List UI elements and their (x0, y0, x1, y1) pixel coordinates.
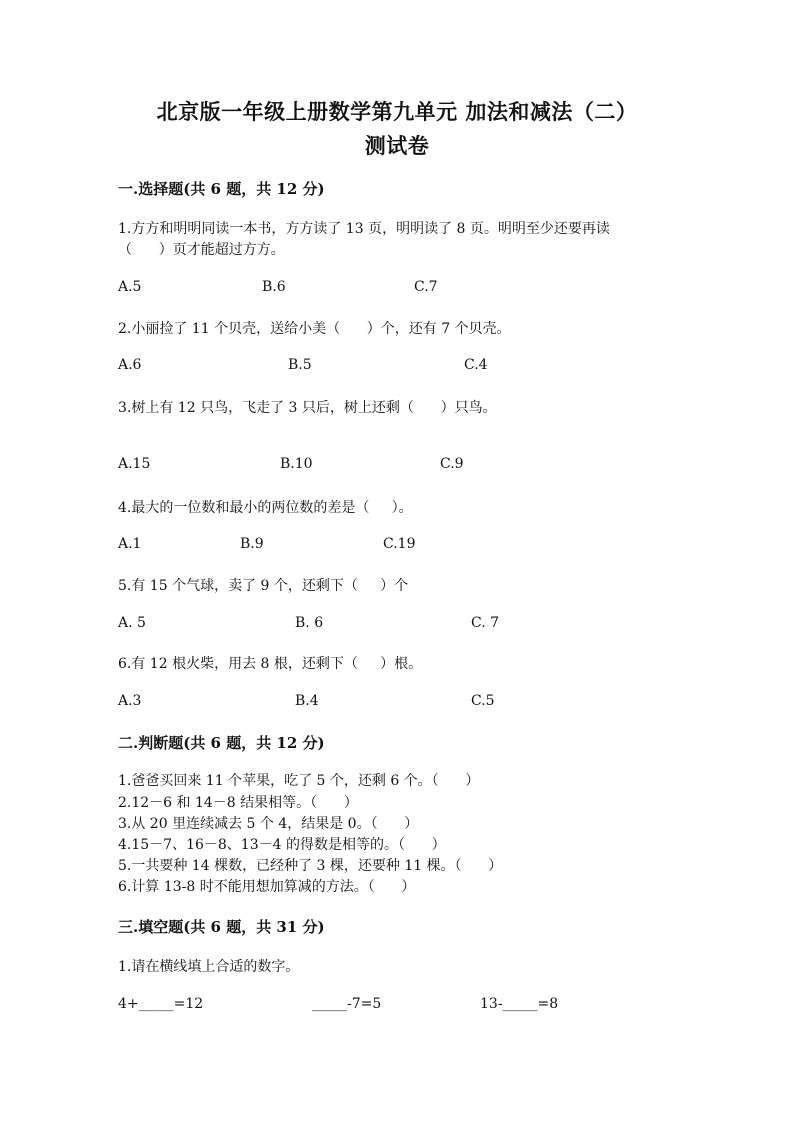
question-6-option-c: C.5 (471, 693, 495, 709)
question-1-text-cont: （ ）页才能超过方方。 (118, 242, 285, 258)
fill-question-1-text: 1.请在横线填上合适的数字。 (118, 959, 300, 975)
question-4-option-b: B.9 (240, 536, 264, 552)
question-2-text: 2.小丽捡了 11 个贝壳，送给小美（ ）个，还有 7 个贝壳。 (118, 321, 511, 337)
question-1-text: 1.方方和明明同读一本书，方方读了 13 页，明明读了 8 页。明明至少还要再读 (118, 221, 610, 237)
question-4-option-a: A.1 (118, 536, 142, 552)
question-4-option-c: C.19 (383, 536, 416, 552)
question-5-option-a: A. 5 (118, 615, 146, 631)
judge-item-1: 1.爸爸买回来 11 个苹果，吃了 5 个，还剩 6 个。（ ） (118, 773, 480, 789)
question-6-option-b: B.4 (295, 693, 319, 709)
fill-blank-3: 13-_____=8 (480, 996, 559, 1012)
judge-item-5: 5.一共要种 14 棵数，已经种了 3 棵，还要种 11 棵。（ ） (118, 858, 503, 874)
question-4-text: 4.最大的一位数和最小的两位数的差是（ ）。 (118, 500, 413, 516)
section-heading-choice: 一.选择题(共 6 题，共 12 分) (118, 180, 325, 198)
page-title-line-2: 测试卷 (364, 133, 430, 158)
question-1-option-a: A.5 (118, 279, 142, 295)
question-3-option-a: A.15 (118, 456, 151, 472)
question-3-option-b: B.10 (280, 456, 313, 472)
question-2-option-b: B.5 (288, 357, 312, 373)
judge-item-2: 2.12－6 和 14－8 结果相等。（ ） (118, 795, 358, 811)
question-6-option-a: A.3 (118, 693, 142, 709)
fill-blank-2: _____-7=5 (312, 996, 382, 1012)
question-3-option-c: C.9 (440, 456, 464, 472)
fill-blank-1: 4+_____=12 (118, 996, 204, 1012)
judge-item-6: 6.计算 13-8 时不能用想加算减的方法。（ ） (118, 879, 416, 895)
question-2-option-a: A.6 (118, 357, 142, 373)
question-2-option-c: C.4 (464, 357, 488, 373)
section-heading-fill: 三.填空题(共 6 题，共 31 分) (118, 918, 325, 936)
question-5-text: 5.有 15 个气球，卖了 9 个，还剩下（ ）个 (118, 578, 409, 594)
judge-item-3: 3.从 20 里连续减去 5 个 4，结果是 0。（ ） (118, 816, 419, 832)
question-1-option-c: C.7 (414, 279, 438, 295)
question-5-option-c: C. 7 (471, 615, 500, 631)
section-heading-judge: 二.判断题(共 6 题，共 12 分) (118, 734, 325, 752)
question-5-option-b: B. 6 (295, 615, 324, 631)
page-title-line-1: 北京版一年级上册数学第九单元 加法和减法（二） (156, 99, 638, 124)
question-6-text: 6.有 12 根火柴，用去 8 根，还剩下（ ）根。 (118, 656, 423, 672)
question-1-option-b: B.6 (262, 279, 286, 295)
question-3-text: 3.树上有 12 只鸟，飞走了 3 只后，树上还剩（ ）只鸟。 (118, 400, 497, 416)
judge-item-4: 4.15－7、16－8、13－4 的得数是相等的。（ ） (118, 837, 446, 853)
